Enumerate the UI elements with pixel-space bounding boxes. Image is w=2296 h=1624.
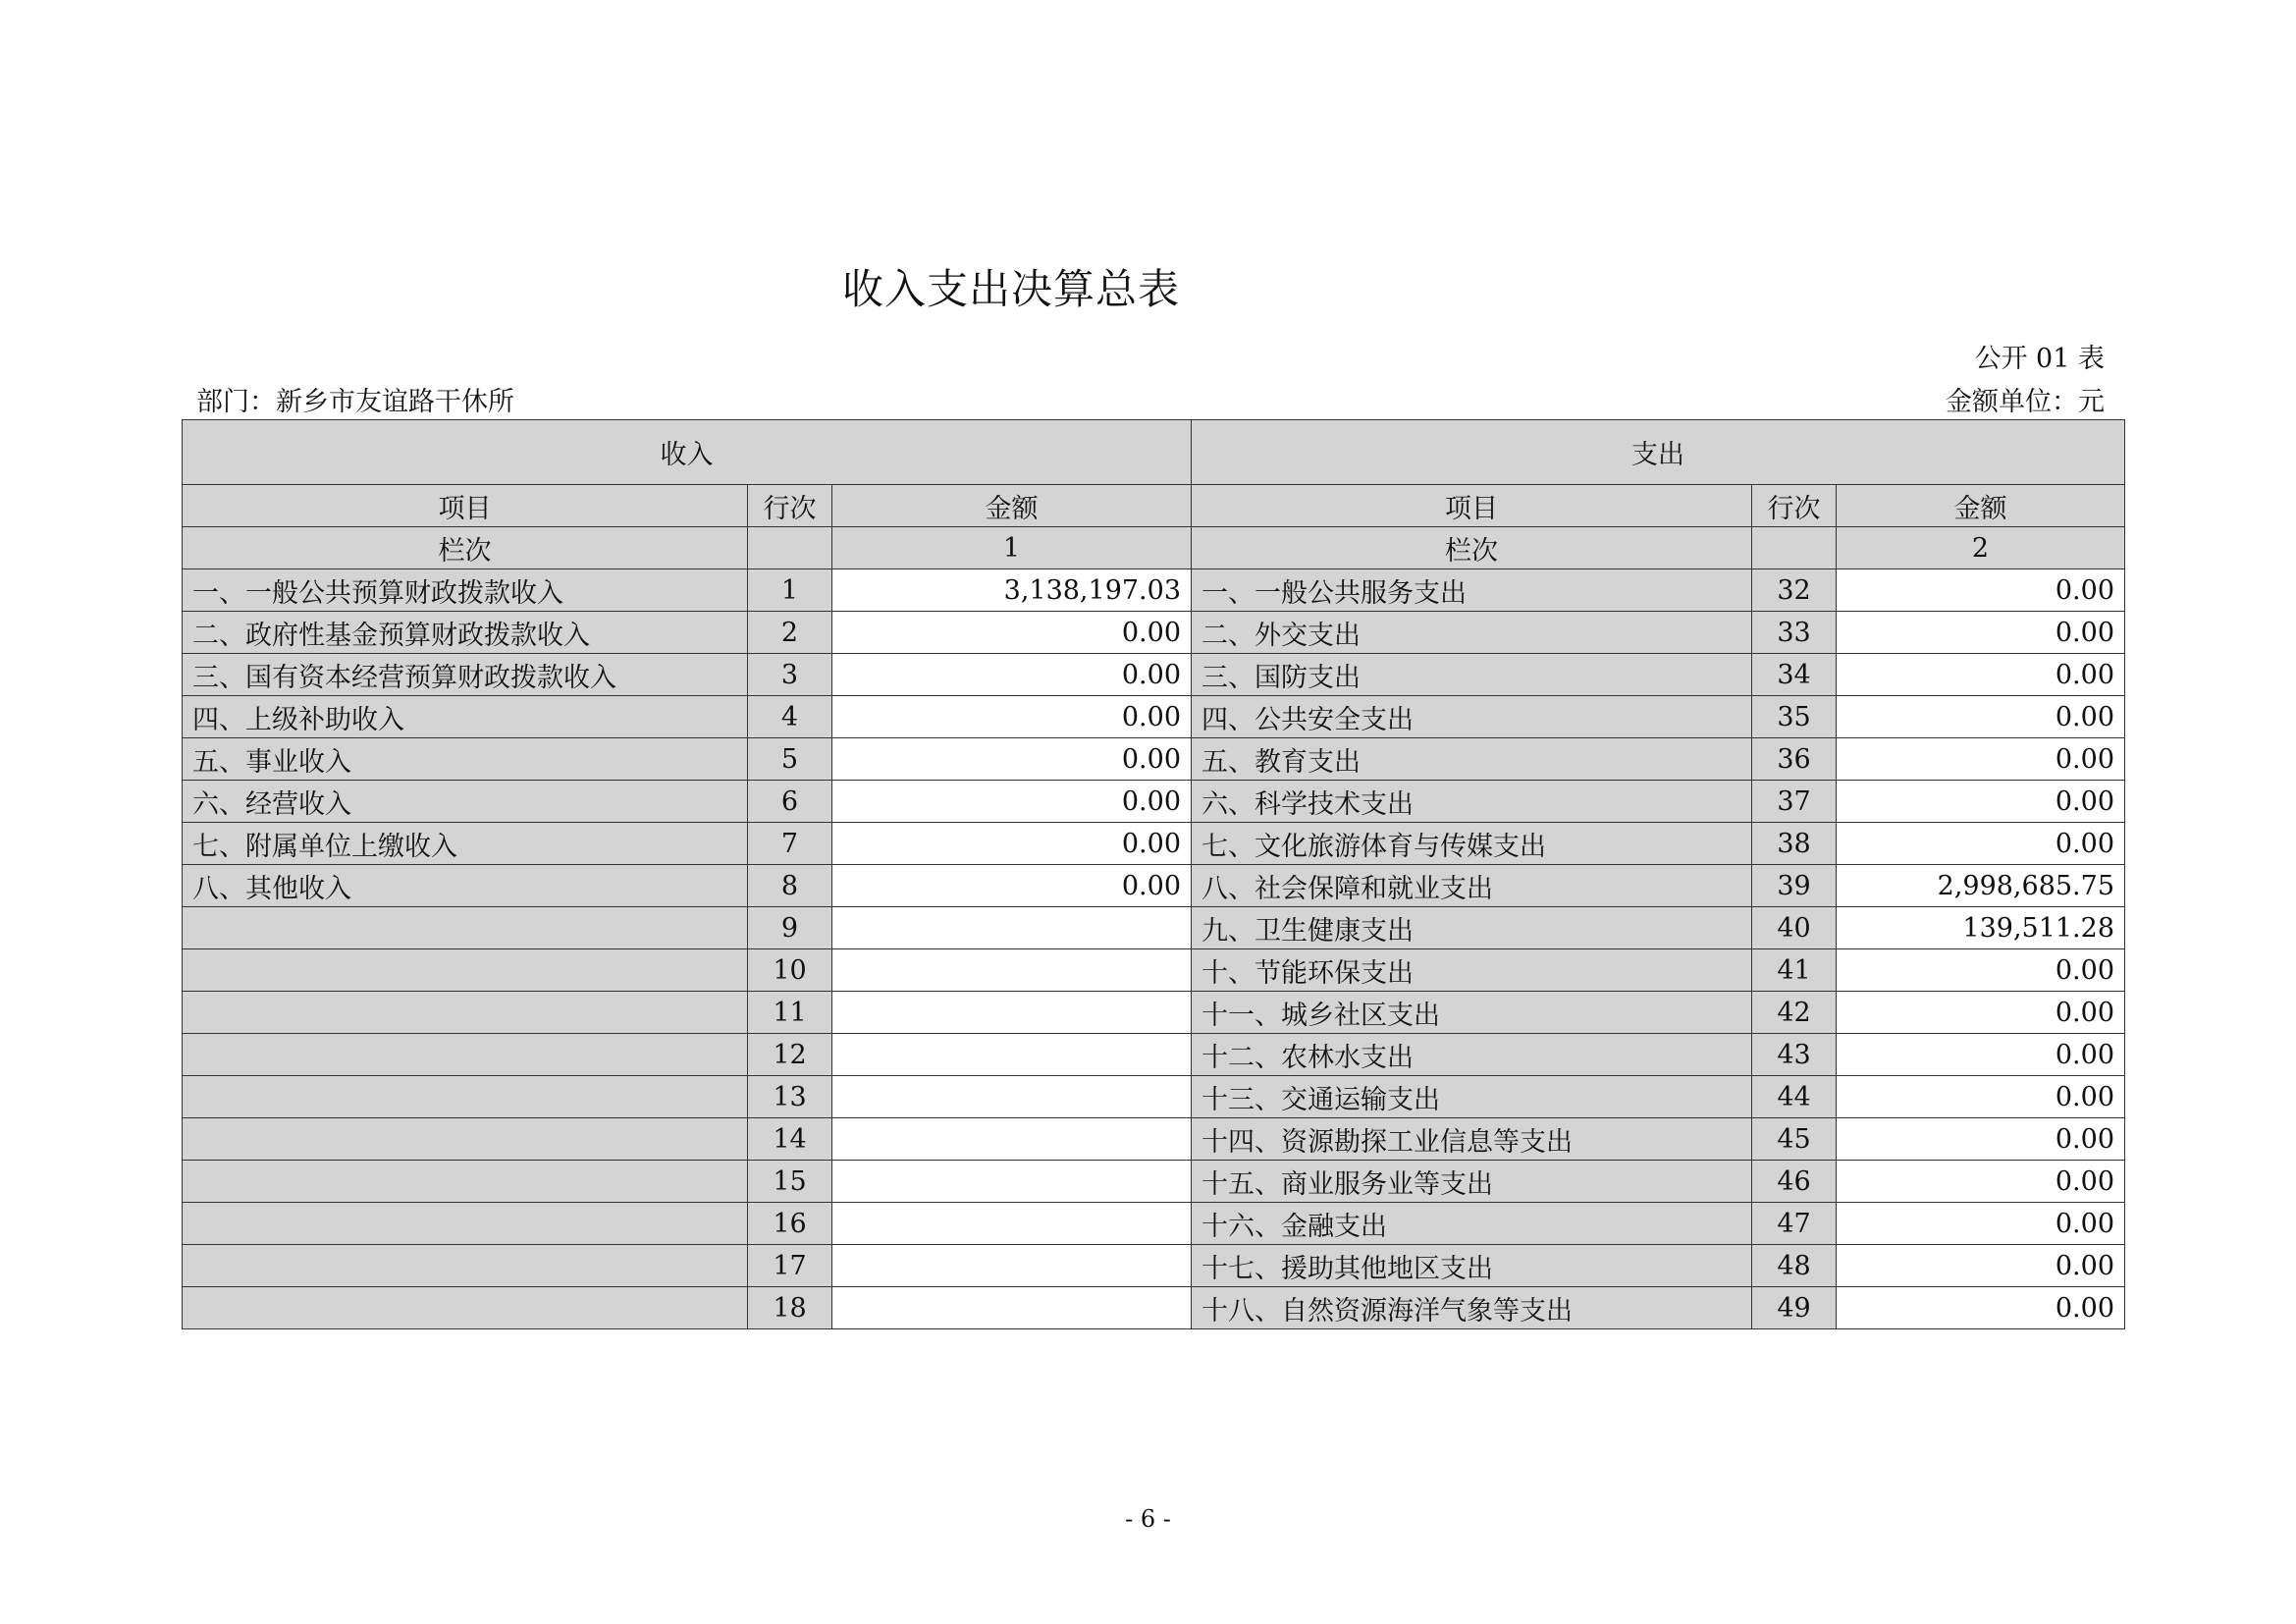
table-row: [183, 1034, 2125, 1076]
expense-row-no: 49: [1752, 1287, 1837, 1329]
column-header-row: [183, 485, 2125, 527]
expense-item: 十、节能环保支出: [1192, 949, 1752, 992]
income-row-no: 16: [748, 1203, 832, 1245]
income-row-no: 2: [748, 612, 832, 654]
expense-amount: 0.00: [1837, 654, 2125, 696]
expense-amount: 0.00: [1837, 1245, 2125, 1287]
income-row-no: 17: [748, 1245, 832, 1287]
income-item: [183, 907, 748, 949]
income-amount: 0.00: [832, 781, 1192, 823]
income-row-no: 7: [748, 823, 832, 865]
income-row-no: 12: [748, 1034, 832, 1076]
expense-amount: 0.00: [1837, 823, 2125, 865]
table-row: [183, 1118, 2125, 1161]
expense-item: 十七、援助其他地区支出: [1192, 1245, 1752, 1287]
income-column-blank: [748, 527, 832, 569]
income-item: [183, 992, 748, 1034]
income-row-no: 15: [748, 1161, 832, 1203]
income-amount: [832, 1161, 1192, 1203]
income-amount: 0.00: [832, 865, 1192, 907]
income-item: 四、上级补助收入: [183, 696, 748, 738]
table-row: [183, 823, 2125, 865]
expense-row-no: 33: [1752, 612, 1837, 654]
expense-amount: 139,511.28: [1837, 907, 2125, 949]
income-column-index: 1: [832, 527, 1192, 569]
expense-amount: 0.00: [1837, 949, 2125, 992]
expense-item: 十四、资源勘探工业信息等支出: [1192, 1118, 1752, 1161]
expense-row-no: 48: [1752, 1245, 1837, 1287]
income-amount: [832, 1034, 1192, 1076]
expense-amount: 0.00: [1837, 1034, 2125, 1076]
expense-row-no: 32: [1752, 569, 1837, 612]
section-header-row: [183, 420, 2125, 485]
income-item-header: 项目: [183, 485, 748, 527]
income-row-no: 3: [748, 654, 832, 696]
form-number: 公开 01 表: [1974, 344, 2105, 374]
expense-item-header: 项目: [1192, 485, 1752, 527]
expense-item: 十三、交通运输支出: [1192, 1076, 1752, 1118]
income-row-no: 4: [748, 696, 832, 738]
table-row: [183, 654, 2125, 696]
income-amount: 0.00: [832, 696, 1192, 738]
expense-row-no: 43: [1752, 1034, 1837, 1076]
income-amount: [832, 949, 1192, 992]
expense-item: 五、教育支出: [1192, 738, 1752, 781]
table-row: [183, 1076, 2125, 1118]
table-row: [183, 865, 2125, 907]
expense-row-no: 44: [1752, 1076, 1837, 1118]
income-row-no: 10: [748, 949, 832, 992]
expense-item: 十五、商业服务业等支出: [1192, 1161, 1752, 1203]
income-amount: [832, 1118, 1192, 1161]
income-item: [183, 949, 748, 992]
table-row: [183, 1203, 2125, 1245]
table-row: [183, 1245, 2125, 1287]
income-item: [183, 1203, 748, 1245]
expense-amount: 0.00: [1837, 1161, 2125, 1203]
expense-amount: 0.00: [1837, 1076, 2125, 1118]
income-amount-header: 金额: [832, 485, 1192, 527]
expense-item: 十一、城乡社区支出: [1192, 992, 1752, 1034]
expense-item: 八、社会保障和就业支出: [1192, 865, 1752, 907]
expense-item: 九、卫生健康支出: [1192, 907, 1752, 949]
table-row: [183, 612, 2125, 654]
expense-amount: 0.00: [1837, 992, 2125, 1034]
income-amount: 0.00: [832, 738, 1192, 781]
expense-row-no-header: 行次: [1752, 485, 1837, 527]
expense-column-blank: [1752, 527, 1837, 569]
income-amount: 0.00: [832, 654, 1192, 696]
amount-unit-label: 金额单位：元: [1946, 387, 2105, 417]
expense-amount: 0.00: [1837, 569, 2125, 612]
table-row: [183, 738, 2125, 781]
income-row-no: 18: [748, 1287, 832, 1329]
income-item: 八、其他收入: [183, 865, 748, 907]
expense-row-no: 34: [1752, 654, 1837, 696]
expense-row-no: 35: [1752, 696, 1837, 738]
expense-row-no: 41: [1752, 949, 1837, 992]
expense-column-index: 2: [1837, 527, 2125, 569]
income-amount: 0.00: [832, 612, 1192, 654]
income-amount: [832, 1287, 1192, 1329]
income-amount: [832, 1076, 1192, 1118]
expense-item: 一、一般公共服务支出: [1192, 569, 1752, 612]
department-label: 部门：新乡市友谊路干休所: [196, 387, 514, 417]
income-item: 五、事业收入: [183, 738, 748, 781]
table-row: [183, 569, 2125, 612]
expense-section-header: 支出: [1192, 420, 2125, 485]
income-item: [183, 1034, 748, 1076]
expense-row-no: 37: [1752, 781, 1837, 823]
expense-amount: 2,998,685.75: [1837, 865, 2125, 907]
expense-item: 十八、自然资源海洋气象等支出: [1192, 1287, 1752, 1329]
expense-row-no: 38: [1752, 823, 1837, 865]
expense-item: 四、公共安全支出: [1192, 696, 1752, 738]
page-number: - 6 -: [1125, 1505, 1171, 1533]
expense-amount: 0.00: [1837, 738, 2125, 781]
table-row: [183, 781, 2125, 823]
income-amount: [832, 907, 1192, 949]
table-row: [183, 907, 2125, 949]
expense-amount: 0.00: [1837, 612, 2125, 654]
expense-item: 二、外交支出: [1192, 612, 1752, 654]
income-amount: 3,138,197.03: [832, 569, 1192, 612]
income-amount: [832, 1203, 1192, 1245]
income-amount: [832, 1245, 1192, 1287]
expense-amount: 0.00: [1837, 1287, 2125, 1329]
expense-column-label: 栏次: [1192, 527, 1752, 569]
income-amount: 0.00: [832, 823, 1192, 865]
income-row-no: 13: [748, 1076, 832, 1118]
table-row: [183, 949, 2125, 992]
expense-amount: 0.00: [1837, 696, 2125, 738]
expense-amount: 0.00: [1837, 1203, 2125, 1245]
expense-item: 三、国防支出: [1192, 654, 1752, 696]
income-row-no: 6: [748, 781, 832, 823]
expense-item: 七、文化旅游体育与传媒支出: [1192, 823, 1752, 865]
income-item: [183, 1076, 748, 1118]
expense-row-no: 46: [1752, 1161, 1837, 1203]
expense-item: 十六、金融支出: [1192, 1203, 1752, 1245]
income-row-no-header: 行次: [748, 485, 832, 527]
table-row: [183, 696, 2125, 738]
expense-amount-header: 金额: [1837, 485, 2125, 527]
income-row-no: 8: [748, 865, 832, 907]
expense-row-no: 40: [1752, 907, 1837, 949]
income-item: 一、一般公共预算财政拨款收入: [183, 569, 748, 612]
income-item: [183, 1118, 748, 1161]
income-row-no: 1: [748, 569, 832, 612]
expense-amount: 0.00: [1837, 1118, 2125, 1161]
expense-row-no: 47: [1752, 1203, 1837, 1245]
expense-amount: 0.00: [1837, 781, 2125, 823]
page-title: 收入支出决算总表: [842, 265, 1181, 313]
income-expense-table: [182, 419, 2125, 1329]
table-row: [183, 992, 2125, 1034]
income-item: [183, 1287, 748, 1329]
income-item: [183, 1161, 748, 1203]
expense-item: 十二、农林水支出: [1192, 1034, 1752, 1076]
income-item: 六、经营收入: [183, 781, 748, 823]
income-row-no: 9: [748, 907, 832, 949]
expense-row-no: 42: [1752, 992, 1837, 1034]
table-row: [183, 1287, 2125, 1329]
expense-row-no: 36: [1752, 738, 1837, 781]
income-column-label: 栏次: [183, 527, 748, 569]
expense-item: 六、科学技术支出: [1192, 781, 1752, 823]
income-amount: [832, 992, 1192, 1034]
income-row-no: 11: [748, 992, 832, 1034]
income-item: 七、附属单位上缴收入: [183, 823, 748, 865]
column-index-row: [183, 527, 2125, 569]
income-item: 三、国有资本经营预算财政拨款收入: [183, 654, 748, 696]
income-section-header: 收入: [183, 420, 1192, 485]
income-item: 二、政府性基金预算财政拨款收入: [183, 612, 748, 654]
expense-row-no: 45: [1752, 1118, 1837, 1161]
income-item: [183, 1245, 748, 1287]
expense-row-no: 39: [1752, 865, 1837, 907]
income-row-no: 5: [748, 738, 832, 781]
table-row: [183, 1161, 2125, 1203]
income-row-no: 14: [748, 1118, 832, 1161]
